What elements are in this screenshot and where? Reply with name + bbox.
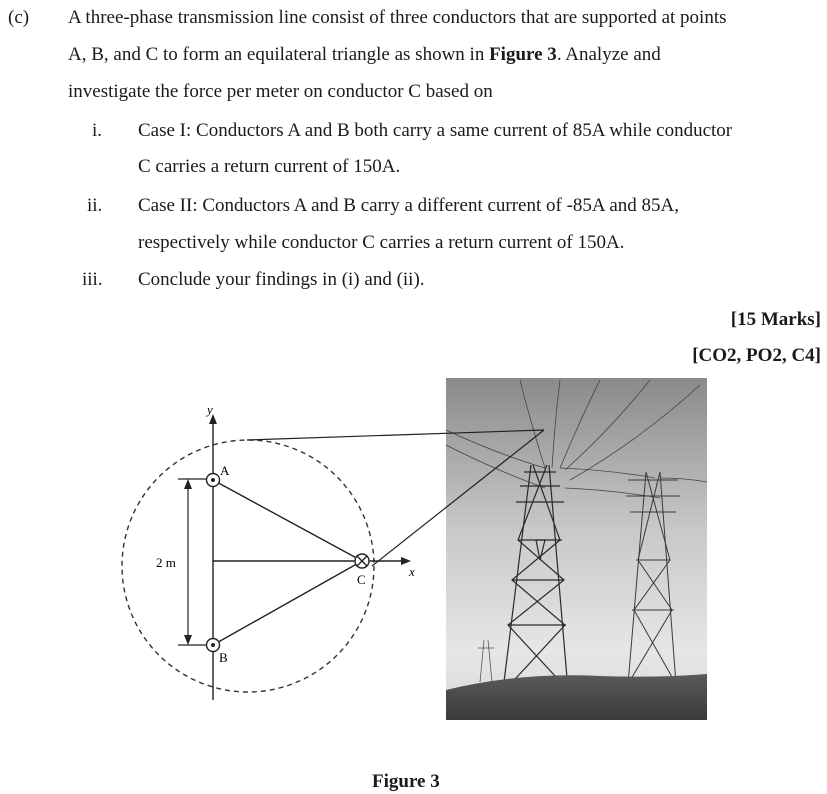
conductor-b <box>207 639 229 666</box>
conductor-a <box>207 463 231 487</box>
question-line-2-text: A, B, and C to form an equilateral triangle as shown in <box>68 44 490 65</box>
conductor-a-label: A <box>220 463 230 478</box>
marks-label: [15 Marks] <box>730 309 821 330</box>
tower-photo <box>446 378 707 720</box>
conductor-c-label: C <box>357 572 366 587</box>
y-axis-label: y <box>207 402 213 417</box>
item-1-line-2: C carries a return current of 150A. <box>138 156 401 177</box>
question-line-2-end: . Analyze and <box>556 44 661 65</box>
item-2-numeral: ii. <box>87 195 103 216</box>
question-label: (c) <box>8 7 30 28</box>
side-bc <box>213 561 362 645</box>
dimension-arrow-bottom-icon <box>184 635 192 645</box>
item-1-numeral: i. <box>92 120 103 141</box>
side-ac <box>213 480 362 561</box>
conductor-c <box>355 554 369 587</box>
item-3-line-1: Conclude your findings in (i) and (ii). <box>138 269 425 290</box>
item-1-line-1: Case I: Conductors A and B both carry a same current of 85A while conductor <box>138 120 733 141</box>
figure-caption: Figure 3 <box>372 771 440 792</box>
item-3-numeral: iii. <box>82 269 103 290</box>
item-2-line-1: Case II: Conductors A and B carry a different current of -85A and 85A, <box>138 195 679 216</box>
question-line-1: A three-phase transmission line consist of three conductors that are supported at points <box>68 7 727 28</box>
x-axis-label: x <box>409 564 415 579</box>
dimension-label: 2 m <box>156 555 176 570</box>
dimension-arrow-top-icon <box>184 479 192 489</box>
item-2-line-2: respectively while conductor C carries a return current of 150A. <box>138 232 625 253</box>
outcomes-label: [CO2, PO2, C4] <box>692 345 821 366</box>
figure-reference: Figure 3 <box>489 44 557 65</box>
conductor-b-label: B <box>219 650 228 665</box>
dot-icon <box>211 643 215 647</box>
dot-icon <box>211 478 215 482</box>
question-line-3: investigate the force per meter on conductor C based on <box>68 81 493 102</box>
